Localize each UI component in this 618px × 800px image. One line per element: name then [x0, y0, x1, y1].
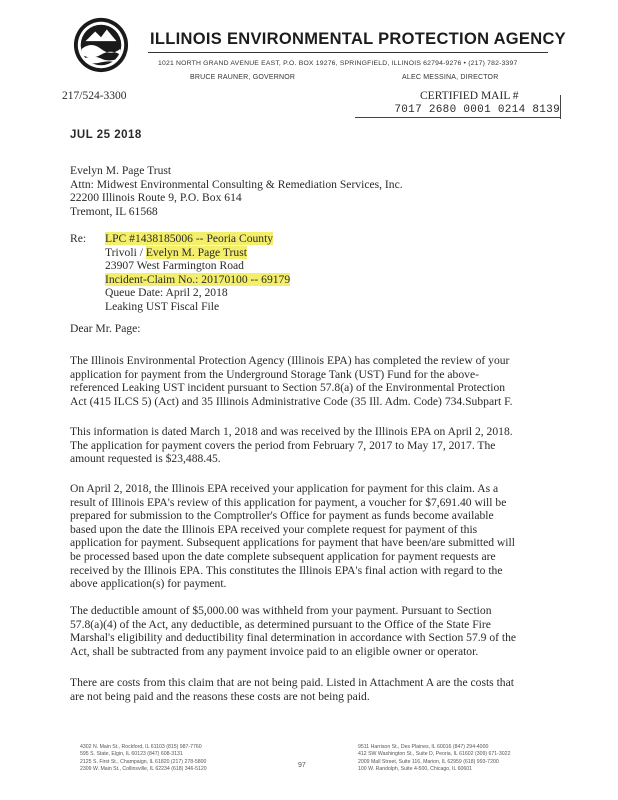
recipient-line: Attn: Midwest Environmental Consulting & Remediation Services, Inc.: [70, 177, 403, 191]
claim-number-highlight: Incident-Claim No.: 20170100 -- 69179: [105, 272, 291, 286]
owner-name-highlight: Evelyn M. Page Trust: [145, 245, 247, 259]
agency-name: ILLINOIS ENVIRONMENTAL PROTECTION AGENCY: [150, 30, 566, 48]
paragraph-line: There are costs from this claim that are not being paid. Listed in Attachment A are the costs that: [70, 676, 514, 689]
footer-line: 100 W. Randolph, Suite 4-500, Chicago, IL 60601: [358, 766, 473, 773]
paragraph-line: amount requested is $23,488.45.: [70, 452, 221, 466]
certified-mail-bracket: [560, 95, 561, 119]
paragraph-line: This information is dated March 1, 2018 and was received by the Illinois EPA on April 2, 2018.: [70, 425, 513, 438]
agency-phone: 217/524-3300: [62, 90, 127, 102]
recycled-paper-mark: 97: [298, 762, 306, 769]
footer-line: 412 SW Washington St., Suite D, Peoria, IL 61602 (309) 671-3022: [358, 751, 511, 758]
footer-line: 4302 N. Main St., Rockford, IL 61103 (815) 987-7760: [80, 744, 202, 750]
paragraph-line: The deductible amount of $5,000.00 was withheld from your payment. Pursuant to Section: [70, 604, 492, 617]
body-paragraph: [70, 676, 556, 703]
agency-address: 1021 NORTH GRAND AVENUE EAST, P.O. BOX 19276, SPRINGFIELD, ILLINOIS 62794-9276 • (217) 782-3397: [158, 60, 518, 67]
body-paragraph: [70, 604, 556, 658]
paragraph-line: result of Illinois EPA's review of this application for payment, a voucher for $7,691.40 will be: [70, 495, 507, 509]
governor-name: BRUCE RAUNER, GOVERNOR: [190, 74, 296, 81]
footer-offices-right: [358, 744, 510, 774]
recipient-line: 22200 Illinois Route 9, P.O. Box 614: [70, 191, 242, 205]
paragraph-line: based upon the date the Illinois EPA received your complete request for payment of this: [70, 522, 478, 536]
site-address: 23907 West Farmington Road: [105, 259, 244, 273]
salutation: Dear Mr. Page:: [70, 322, 141, 335]
footer-offices-left: [80, 744, 207, 774]
letterhead-rule: [148, 52, 548, 53]
footer-line: 2309 W. Main St., Collinsville, IL 62234 (618) 346-5120: [80, 766, 207, 773]
site-name: Trivoli /: [105, 245, 146, 259]
paragraph-line: The Illinois Environmental Protection Agency (Illinois EPA) has completed the review of your: [70, 354, 510, 367]
paragraph-line: above application(s) for payment.: [70, 577, 227, 591]
queue-date: Queue Date: April 2, 2018: [105, 286, 228, 300]
paragraph-line: Act (415 ILCS 5) (Act) and 35 Illinois Administrative Code (35 Ill. Adm. Code) 734.Subpart F.: [70, 394, 513, 408]
paragraph-line: On April 2, 2018, the Illinois EPA received your application for payment for this claim. As a: [70, 482, 499, 495]
body-paragraph: [70, 425, 556, 466]
paragraph-line: prepared for submission to the Comptroller's Office for payment as funds become available: [70, 509, 494, 523]
body-paragraph: [70, 354, 556, 408]
paragraph-line: referenced Leaking UST incident pursuant to Section 57.8(a) of the Environmental Protection: [70, 381, 506, 395]
certified-mail-label: CERTIFIED MAIL #: [420, 90, 519, 102]
footer-line: 2009 Mall Street, Suite 116, Marion, IL 62959 (618) 993-7200: [358, 758, 499, 765]
re-label: Re:: [70, 232, 87, 245]
recipient-line: Tremont, IL 61568: [70, 204, 158, 218]
paragraph-line: Act, shall be subtracted from any payment invoice paid to an eligible owner or operator.: [70, 644, 479, 658]
paragraph-line: received by the Illinois EPA. This constitutes the Illinois EPA's final action with regard to the: [70, 563, 503, 577]
paragraph-line: 57.8(a)(4) of the Act, any deductible, as determined pursuant to the Office of the State Fire: [70, 617, 491, 631]
footer-line: 2125 S. First St., Champaign, IL 61820 (217) 278-5800: [80, 758, 207, 765]
paragraph-line: application for payment. Subsequent applications for payment that have been/are submitted will: [70, 536, 515, 550]
footer-line: 9511 Harrison St., Des Plaines, IL 60016 (847) 294-4000: [358, 744, 489, 750]
letter-date: JUL 25 2018: [70, 129, 142, 141]
certified-mail-number: 7017 2680 0001 0214 8139: [355, 104, 560, 118]
director-name: ALEC MESSINA, DIRECTOR: [402, 74, 499, 81]
recipient-line: Evelyn M. Page Trust: [70, 164, 172, 177]
paragraph-line: Marshal's eligibility and deductibility final determination in accordance with Section 57.9 of the: [70, 631, 517, 645]
footer-line: 595 S. State, Elgin, IL 60123 (847) 608-3131: [80, 751, 183, 758]
body-paragraph: [70, 482, 556, 591]
recipient-block: [70, 164, 403, 218]
lpc-number-highlight: LPC #1438185006 -- Peoria County: [105, 232, 274, 245]
illinois-epa-seal-icon: [72, 16, 130, 74]
file-name: Leaking UST Fiscal File: [105, 299, 220, 313]
paragraph-line: The application for payment covers the period from February 7, 2017 to May 17, 2017. The: [70, 438, 496, 452]
re-block: [105, 232, 290, 314]
paragraph-line: application for payment from the Underground Storage Tank (UST) Fund for the above-: [70, 367, 479, 381]
paragraph-line: be processed based upon the date complete subsequent application for payment requests are: [70, 549, 496, 563]
paragraph-line: are not being paid and the reasons these costs are not being paid.: [70, 689, 370, 703]
